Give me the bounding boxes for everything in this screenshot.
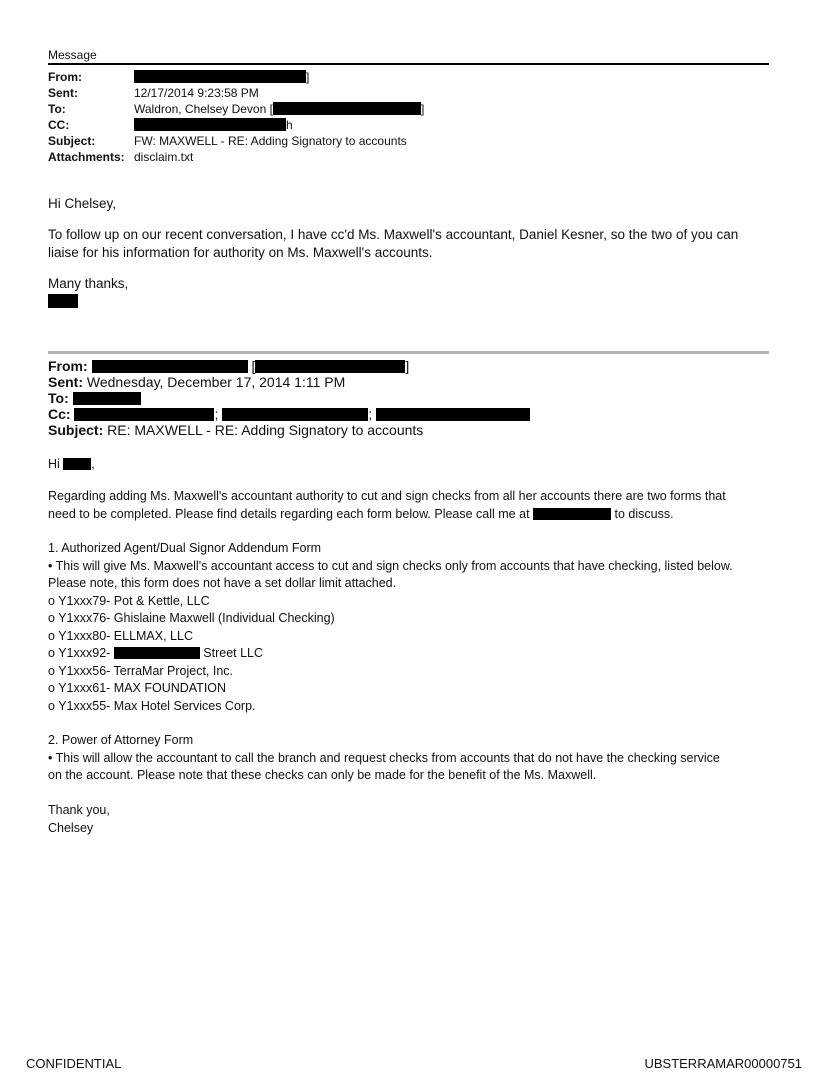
- intro-line-suffix: to discuss.: [614, 506, 674, 521]
- second-greeting: [48, 456, 95, 474]
- fwd-to-row: [48, 390, 530, 406]
- redaction-bar: [74, 408, 214, 421]
- to-label: To:: [48, 102, 66, 116]
- cc-suffix: h: [286, 118, 293, 132]
- intro-paragraph: [48, 488, 726, 523]
- fwd-cc-label: Cc:: [48, 406, 71, 422]
- account-prefix: o Y1xxx92-: [48, 646, 111, 660]
- closing: Many thanks,: [48, 276, 129, 291]
- message-label: Message: [48, 48, 97, 62]
- from-value: [134, 69, 309, 85]
- signature-redacted: [48, 293, 78, 311]
- cc-separator: ;: [368, 406, 373, 422]
- redaction-bar: [273, 102, 421, 115]
- fwd-sent-row: [48, 374, 530, 390]
- forwarded-header: [48, 358, 530, 438]
- signature: Chelsey: [48, 820, 94, 835]
- fwd-sent-label: Sent:: [48, 374, 83, 390]
- redaction-bar: [92, 360, 248, 373]
- account-item: o Y1xxx80- ELLMAX, LLC: [48, 628, 193, 643]
- redaction-bar: [63, 458, 91, 470]
- redaction-bar: [73, 392, 141, 405]
- account-item: o Y1xxx56- TerraMar Project, Inc.: [48, 663, 234, 678]
- account-suffix: Street LLC: [203, 646, 264, 660]
- form2-section: [48, 732, 720, 785]
- to-suffix: ]: [420, 102, 425, 116]
- attachment-link[interactable]: disclaim.txt: [134, 150, 194, 164]
- fwd-from-bracket: [: [251, 358, 256, 374]
- from-label: From:: [48, 70, 82, 84]
- fwd-from-label: From:: [48, 358, 88, 374]
- bates-number: UBSTERRAMAR00000751: [644, 1056, 802, 1071]
- subject-label: Subject:: [48, 134, 96, 148]
- account-item: [48, 645, 733, 663]
- form1-bullet-cont: Please note, this form does not have a set dollar limit attached.: [48, 576, 397, 590]
- redaction-bar: [134, 70, 306, 83]
- sent-value: 12/17/2014 9:23:58 PM: [134, 86, 259, 100]
- account-item: o Y1xxx79- Pot & Kettle, LLC: [48, 593, 210, 608]
- forward-separator: [48, 351, 769, 354]
- intro-line: Regarding adding Ms. Maxwell's accountant authority to cut and sign checks from all her accounts there are two forms that: [48, 489, 726, 503]
- fwd-sent-value: Wednesday, December 17, 2014 1:11 PM: [86, 374, 346, 390]
- account-item: o Y1xxx55- Max Hotel Services Corp.: [48, 698, 256, 713]
- form1-title: 1. Authorized Agent/Dual Signor Addendum Form: [48, 541, 322, 555]
- redaction-bar: [222, 408, 368, 421]
- redaction-bar: [533, 508, 611, 520]
- paragraph: [48, 226, 738, 262]
- cc-label: CC:: [48, 118, 70, 132]
- greeting-prefix: Hi: [48, 457, 60, 471]
- form2-bullet-cont: on the account. Please note that these checks can only be made for the benefit of the Ms. Maxwell.: [48, 768, 597, 782]
- to-value: [134, 101, 424, 117]
- form1-bullet: • This will give Ms. Maxwell's accountant access to cut and sign checks only from accounts that have checking, listed below.: [48, 558, 733, 573]
- fwd-subject-label: Subject:: [48, 422, 104, 438]
- intro-line-prefix: need to be completed. Please find details regarding each form below. Please call me at: [48, 506, 530, 521]
- fwd-subject-row: [48, 422, 530, 438]
- to-name: Waldron, Chelsey Devon [: [134, 102, 273, 116]
- subject-value: FW: MAXWELL - RE: Adding Signatory to accounts: [134, 134, 407, 148]
- sent-label: Sent:: [48, 86, 78, 100]
- header-divider: [48, 63, 769, 65]
- fwd-subject-value: RE: MAXWELL - RE: Adding Signatory to accounts: [107, 422, 424, 438]
- account-item: o Y1xxx61- MAX FOUNDATION: [48, 681, 227, 695]
- fwd-cc-row: [48, 406, 530, 422]
- from-suffix: ]: [306, 70, 310, 84]
- greeting-suffix: ,: [91, 457, 95, 471]
- cc-separator: ;: [214, 406, 219, 422]
- paragraph-line: liaise for his information for authority on Ms. Maxwell's accounts.: [48, 245, 433, 260]
- thanks: Thank you,: [48, 803, 110, 817]
- fwd-to-label: To:: [48, 390, 69, 406]
- fwd-from-close: ]: [405, 358, 410, 374]
- form2-title: 2. Power of Attorney Form: [48, 733, 194, 747]
- cc-value: [134, 117, 293, 133]
- redaction-bar: [114, 647, 200, 659]
- intro-line: [48, 506, 726, 524]
- sign-off: [48, 802, 110, 837]
- confidential-label: CONFIDENTIAL: [26, 1056, 122, 1071]
- paragraph-line: To follow up on our recent conversation, I have cc'd Ms. Maxwell's accountant, Daniel Kesner, so the two of you can: [48, 227, 739, 242]
- attachments-label: Attachments:: [48, 150, 125, 164]
- greeting: Hi Chelsey,: [48, 196, 117, 211]
- redaction-bar: [134, 118, 286, 131]
- form2-bullet: • This will allow the accountant to call the branch and request checks from accounts that do not have the checking service: [48, 750, 720, 765]
- form1-section: [48, 540, 733, 715]
- fwd-from-row: [48, 358, 530, 374]
- redaction-bar: [255, 360, 405, 373]
- account-item: o Y1xxx76- Ghislaine Maxwell (Individual Checking): [48, 611, 335, 625]
- redaction-bar: [48, 294, 78, 308]
- redaction-bar: [376, 408, 530, 421]
